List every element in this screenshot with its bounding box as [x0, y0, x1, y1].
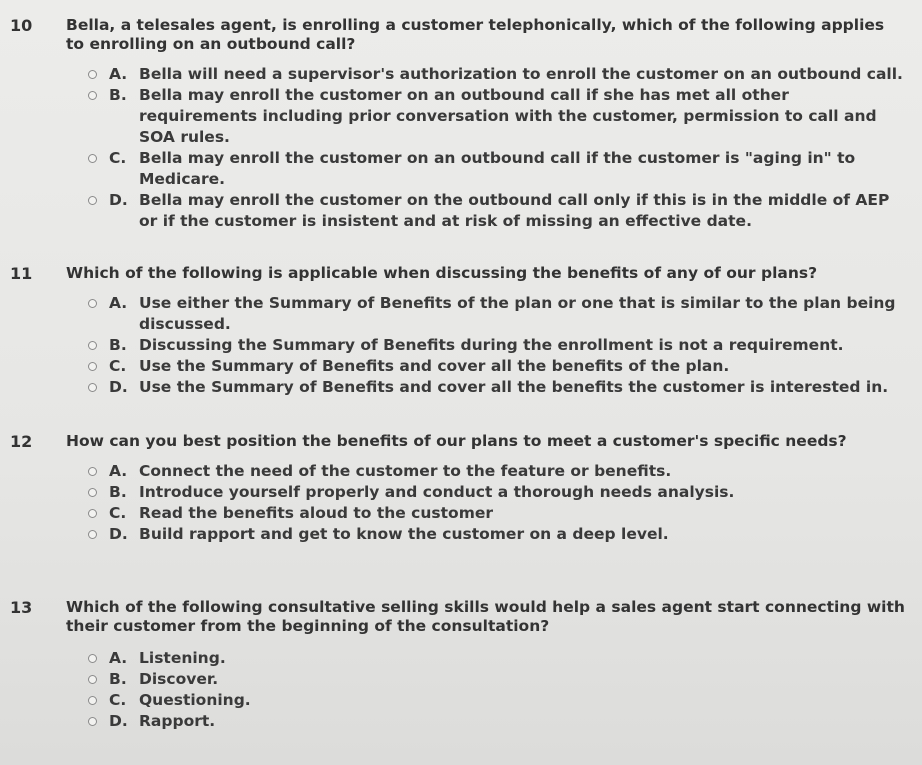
question-number: 11	[10, 264, 33, 283]
question-text: Which of the following is applicable when discussing the benefits of any of our plans?	[66, 264, 818, 282]
option-letter: B.	[109, 670, 127, 688]
option-b[interactable]	[88, 335, 903, 356]
option-letter: D.	[109, 378, 128, 396]
question-text: Bella, a telesales agent, is enrolling a customer telephonically, which of the following applies to enrolling on an outbound call?	[66, 16, 885, 53]
option-a[interactable]	[88, 64, 903, 85]
option-a[interactable]	[88, 461, 903, 482]
radio-icon[interactable]	[88, 70, 97, 79]
option-a[interactable]	[88, 648, 903, 669]
option-text: Bella may enroll the customer on an outbound call if she has met all other requirements including prior conversation with the customer, permission to call and SOA rules.	[139, 86, 877, 146]
option-text: Read the benefits aloud to the customer	[139, 504, 493, 522]
question-number: 12	[10, 432, 33, 451]
option-b[interactable]	[88, 669, 903, 690]
option-d[interactable]	[88, 711, 903, 732]
question-number: 10	[10, 16, 33, 35]
question-text: How can you best position the benefits of our plans to meet a customer's specific needs?	[66, 432, 847, 450]
radio-icon[interactable]	[88, 467, 97, 476]
option-text: Questioning.	[139, 691, 251, 709]
question-12	[0, 432, 900, 545]
radio-icon[interactable]	[88, 488, 97, 497]
answer-options	[0, 64, 903, 232]
option-b[interactable]	[88, 85, 903, 148]
radio-icon[interactable]	[88, 509, 97, 518]
question-11	[0, 264, 900, 398]
radio-icon[interactable]	[88, 154, 97, 163]
radio-icon[interactable]	[88, 675, 97, 684]
option-text: Build rapport and get to know the customer on a deep level.	[139, 525, 669, 543]
answer-options	[0, 461, 900, 545]
option-letter: C.	[109, 149, 127, 167]
option-text: Introduce yourself properly and conduct a thorough needs analysis.	[139, 483, 735, 501]
option-letter: A.	[109, 649, 128, 667]
option-text: Connect the need of the customer to the feature or benefits.	[139, 462, 672, 480]
radio-icon[interactable]	[88, 91, 97, 100]
option-c[interactable]	[88, 503, 903, 524]
option-text: Listening.	[139, 649, 226, 667]
option-text: Rapport.	[139, 712, 216, 730]
option-d[interactable]	[88, 524, 903, 545]
option-text: Discussing the Summary of Benefits during the enrollment is not a requirement.	[139, 336, 844, 354]
radio-icon[interactable]	[88, 196, 97, 205]
question-13	[0, 598, 905, 732]
answer-options	[0, 648, 900, 732]
option-text: Use the Summary of Benefits and cover all the benefits the customer is interested in.	[139, 378, 889, 396]
radio-icon[interactable]	[88, 383, 97, 392]
option-d[interactable]	[88, 377, 903, 398]
option-text: Bella may enroll the customer on an outbound call if the customer is "aging in" to Medicare.	[139, 149, 856, 188]
option-text: Bella may enroll the customer on the outbound call only if this is in the middle of AEP or if the customer is insistent and at risk of missing an effective date.	[139, 191, 890, 230]
option-a[interactable]	[88, 293, 903, 335]
option-letter: B.	[109, 483, 127, 501]
option-b[interactable]	[88, 482, 903, 503]
radio-icon[interactable]	[88, 530, 97, 539]
radio-icon[interactable]	[88, 696, 97, 705]
option-text: Use either the Summary of Benefits of the plan or one that is similar to the plan being discussed.	[139, 294, 896, 333]
option-letter: D.	[109, 191, 128, 209]
radio-icon[interactable]	[88, 299, 97, 308]
option-letter: C.	[109, 691, 127, 709]
option-letter: A.	[109, 294, 128, 312]
option-c[interactable]	[88, 356, 903, 377]
option-letter: B.	[109, 86, 127, 104]
option-letter: A.	[109, 462, 128, 480]
question-number: 13	[10, 598, 33, 617]
question-10	[0, 16, 903, 232]
option-text: Use the Summary of Benefits and cover all the benefits of the plan.	[139, 357, 730, 375]
radio-icon[interactable]	[88, 717, 97, 726]
option-letter: B.	[109, 336, 127, 354]
option-letter: C.	[109, 504, 127, 522]
radio-icon[interactable]	[88, 362, 97, 371]
radio-icon[interactable]	[88, 341, 97, 350]
option-text: Bella will need a supervisor's authorization to enroll the customer on an outbound call.	[139, 65, 903, 83]
option-d[interactable]	[88, 190, 903, 232]
option-letter: D.	[109, 525, 128, 543]
option-text: Discover.	[139, 670, 219, 688]
option-c[interactable]	[88, 148, 903, 190]
option-letter: D.	[109, 712, 128, 730]
option-c[interactable]	[88, 690, 903, 711]
answer-options	[0, 293, 900, 398]
question-text: Which of the following consultative selling skills would help a sales agent start connecting with their customer from the beginning of the consultation?	[66, 598, 905, 635]
option-letter: C.	[109, 357, 127, 375]
option-letter: A.	[109, 65, 128, 83]
radio-icon[interactable]	[88, 654, 97, 663]
